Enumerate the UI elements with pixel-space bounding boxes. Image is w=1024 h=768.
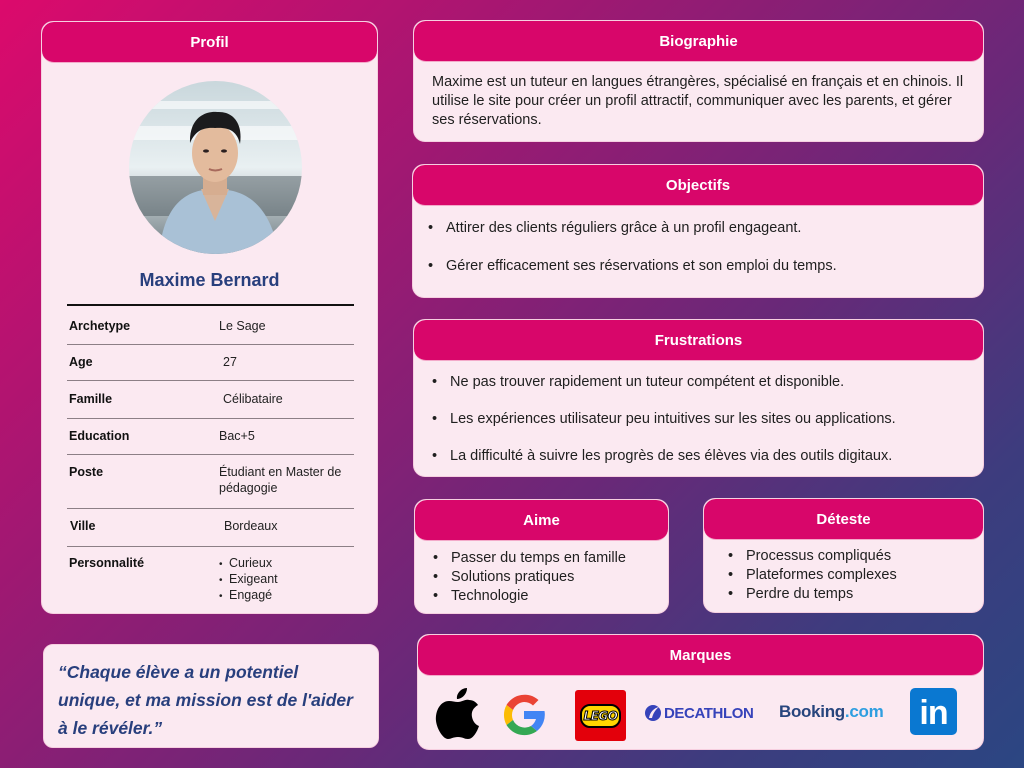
decathlon-logo-text: DECATHLON: [664, 704, 754, 722]
dislikes-list: [704, 540, 983, 604]
lego-logo-text: LEGO: [583, 708, 618, 723]
list-item: • Ne pas trouver rapidement un tuteur compétent et disponible.: [430, 373, 983, 392]
profile-header: Profil: [42, 22, 377, 63]
table-row: [67, 509, 354, 547]
decathlon-logo: [644, 704, 753, 722]
row-label: Education: [69, 429, 130, 443]
list-item: • La difficulté à suivre les progrès de ses élèves via des outils digitaux.: [430, 447, 983, 466]
row-value: 27: [223, 355, 237, 369]
avatar: [129, 81, 302, 254]
linkedin-logo-text: in: [919, 694, 948, 732]
dislikes-header: Déteste: [704, 499, 983, 540]
likes-list: [415, 541, 668, 606]
row-label: Age: [69, 355, 93, 369]
goals-list: [413, 206, 983, 276]
goals-header: Objectifs: [413, 165, 983, 206]
dislikes-card: [703, 498, 984, 613]
likes-header: Aime: [415, 500, 668, 541]
apple-logo-icon: [435, 686, 481, 745]
row-value: Étudiant en Master de pédagogie: [219, 465, 342, 495]
list-item: • Plateformes complexes: [726, 566, 983, 585]
booking-logo: [779, 702, 883, 722]
row-value: Bordeaux: [224, 519, 278, 533]
table-row: [67, 547, 354, 607]
list-item: • Processus compliqués: [726, 547, 983, 566]
list-item: • Solutions pratiques: [431, 568, 668, 587]
brands-header: Marques: [418, 635, 983, 676]
persona-name: Maxime Bernard: [139, 270, 280, 290]
biography-header: Biographie: [414, 21, 983, 62]
frustrations-list: [414, 361, 983, 466]
table-row: [67, 381, 354, 419]
booking-logo-text: Booking: [779, 702, 845, 721]
row-label: Personnalité: [69, 556, 145, 570]
table-row: [67, 306, 354, 345]
row-label: Ville: [70, 519, 96, 533]
list-item: • Perdre du temps: [726, 585, 983, 604]
google-logo-icon: [503, 694, 545, 741]
goals-card: [412, 164, 984, 298]
list-item: • Passer du temps en famille: [431, 549, 668, 568]
brand-logos: [418, 676, 983, 750]
quote-card: [43, 644, 379, 748]
table-row: [67, 345, 354, 381]
biography-text: Maxime est un tuteur en langues étrangères, spécialisé en français et en chinois. Il utilise le site pour créer un profil attractif, communiquer avec les parents, et gérer ses réservations.: [432, 74, 964, 128]
list-item: • Technologie: [431, 587, 668, 606]
booking-logo-suffix: .com: [844, 702, 884, 721]
profile-table: [67, 304, 354, 607]
row-value: Bac+5: [219, 429, 255, 443]
brands-card: [417, 634, 984, 750]
profile-card: [41, 21, 378, 614]
list-item: • Gérer efficacement ses réservations et son emploi du temps.: [426, 257, 983, 276]
personality-list: [219, 556, 352, 607]
lego-logo: [575, 690, 626, 741]
table-row: [67, 419, 354, 455]
likes-card: [414, 499, 669, 614]
quote-text: “Chaque élève a un potentiel unique, et ma mission est de l'aider à le révéler.”: [58, 662, 353, 738]
frustrations-card: [413, 319, 984, 477]
row-value: Le Sage: [219, 319, 266, 333]
row-label: Archetype: [69, 319, 131, 333]
linkedin-logo: [910, 688, 957, 735]
list-item: • Attirer des clients réguliers grâce à un profil engageant.: [426, 219, 983, 238]
row-label: Poste: [69, 465, 104, 479]
list-item: • Les expériences utilisateur peu intuitives sur les sites ou applications.: [430, 410, 983, 429]
list-item: • Engagé: [219, 588, 352, 604]
table-row: [67, 455, 354, 509]
row-value: Célibataire: [223, 392, 283, 406]
biography-card: [413, 20, 984, 142]
decathlon-swoosh-icon: [644, 704, 662, 722]
list-item: • Curieux: [219, 556, 352, 572]
row-label: Famille: [69, 392, 113, 406]
list-item: • Exigeant: [219, 572, 352, 588]
frustrations-header: Frustrations: [414, 320, 983, 361]
